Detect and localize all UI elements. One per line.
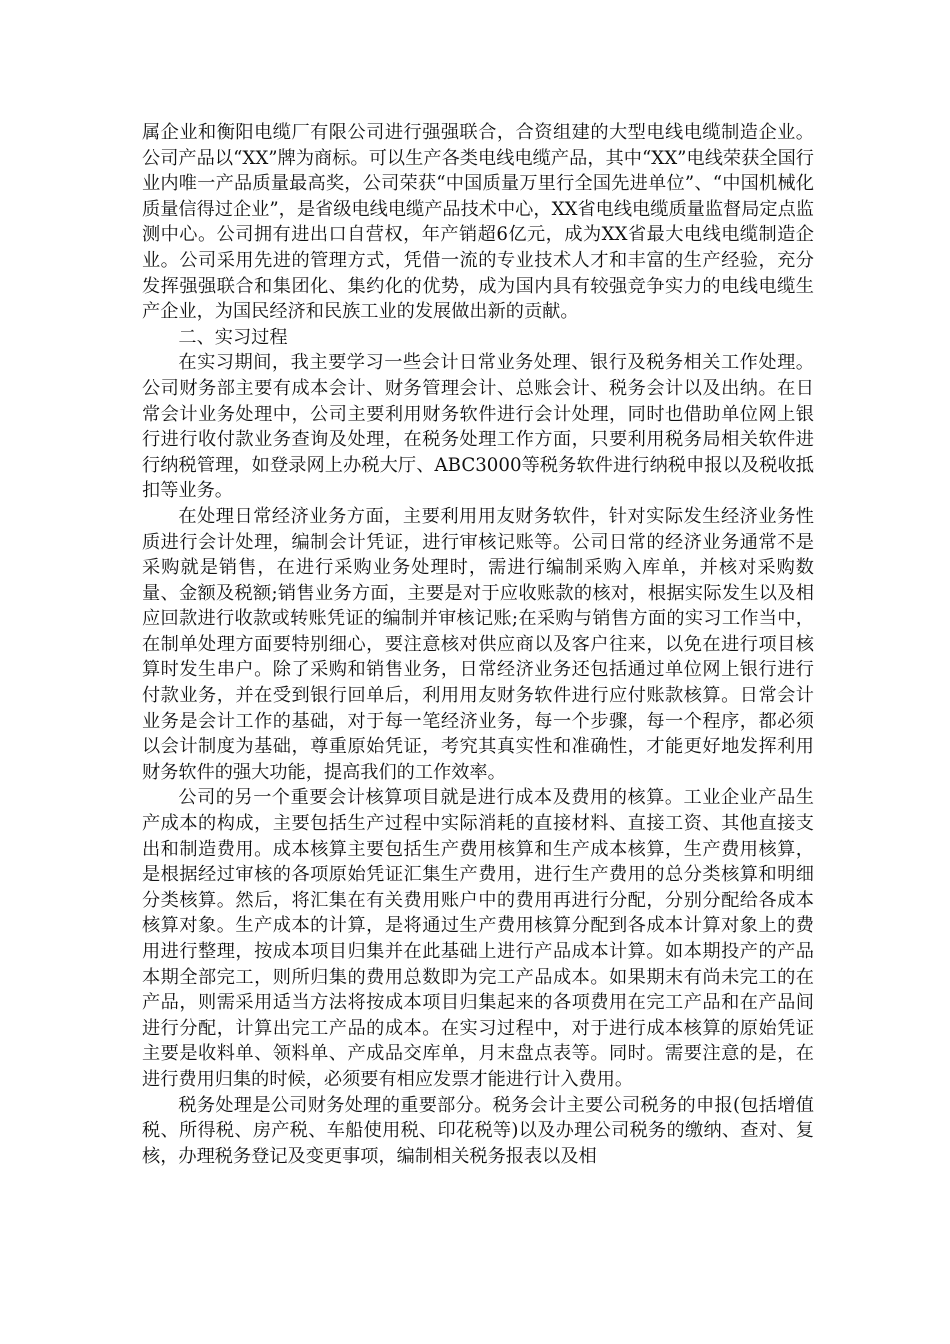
paragraph-daily-business: 在处理日常经济业务方面，主要利用用友财务软件，针对实际发生经济业务性质进行会计处理，编制会计凭证，进行审核记账等。公司日常的经济业务通常不是采购就是销售，在进行采购业务处理时，需进行编制采购入库单，并核对采购数量、金额及税额;销售业务方面，主要是对于应收账款的核对，根据实际发生以及相应回款进行收款或转账凭证的编制并审核记账;在采购与销售方面的实习工作当中，在制单处理方面要特别细心，要注意核对供应商以及客户往来，以免在进行项目核算时发生串户。除了采购和销售业务，日常经济业务还包括通过单位网上银行进行付款业务，并在受到银行回单后，利用用友财务软件进行应付账款核算。日常会计业务是会计工作的基础，对于每一笔经济业务，每一个步骤，每一个程序，都必须以会计制度为基础，尊重原始凭证，考究其真实性和准确性，才能更好地发挥利用财务软件的强大功能，提高我们的工作效率。	[142, 505, 814, 783]
paragraph-company-intro: 属企业和衡阳电缆厂有限公司进行强强联合，合资组建的大型电线电缆制造企业。公司产品以“XX”牌为商标。可以生产各类电线电缆产品，其中“XX”电线荣获全国行业内唯一产品质量最高奖，公司荣获“中国质量万里行全国先进单位”、“中国机械化质量信得过企业”，是省级电线电缆产品技术中心，XX省电线电缆质量监督局定点监测中心。公司拥有进出口自营权，年产销超6亿元，成为XX省最大电线电缆制造企业。公司采用先进的管理方式，凭借一流的专业技术人才和丰富的生产经验，充分发挥强强联合和集团化、集约化的优势，成为国内具有较强竞争实力的电线电缆生产企业，为国民经济和民族工业的发展做出新的贡献。	[142, 122, 814, 323]
document-body	[142, 120, 814, 1169]
paragraph-cost-accounting: 公司的另一个重要会计核算项目就是进行成本及费用的核算。工业企业产品生产成本的构成，主要包括生产过程中实际消耗的直接材料、直接工资、其他直接支出和制造费用。成本核算主要包括生产费用核算和生产成本核算，生产费用核算，是根据经过审核的各项原始凭证汇集生产费用，进行生产费用的总分类核算和明细分类核算。然后，将汇集在有关费用账户中的费用再进行分配，分别分配给各成本核算对象。生产成本的计算，是将通过生产费用核算分配到各成本计算对象上的费用进行整理，按成本项目归集并在此基础上进行产品成本计算。如本期投产的产品本期全部完工，则所归集的费用总数即为完工产品成本。如果期末有尚未完工的在产品，则需采用适当方法将按成本项目归集起来的各项费用在完工产品和在产品间进行分配，计算出完工产品的成本。在实习过程中，对于进行成本核算的原始凭证主要是收料单、领料单、产成品交库单，月末盘点表等。同时。需要注意的是，在进行费用归集的时候，必须要有相应发票才能进行计入费用。	[142, 787, 814, 1090]
paragraph-tax-processing: 税务处理是公司财务处理的重要部分。税务会计主要公司税务的申报(包括增值税、所得税、房产税、车船使用税、印花税等)以及办理公司税务的缴纳、查对、复核，办理税务登记及变更事项，编制相关税务报表以及相	[142, 1094, 814, 1167]
section-heading-internship-process: 二、实习过程	[178, 326, 288, 348]
paragraph-internship-overview: 在实习期间，我主要学习一些会计日常业务处理、银行及税务相关工作处理。公司财务部主要有成本会计、财务管理会计、总账会计、税务会计以及出纳。在日常会计业务处理中，公司主要利用财务软件进行会计处理，同时也借助单位网上银行进行收付款业务查询及处理，在税务处理工作方面，只要利用税务局相关软件进行纳税管理，如登录网上办税大厅、ABC3000等税务软件进行纳税申报以及税收抵扣等业务。	[142, 352, 814, 502]
